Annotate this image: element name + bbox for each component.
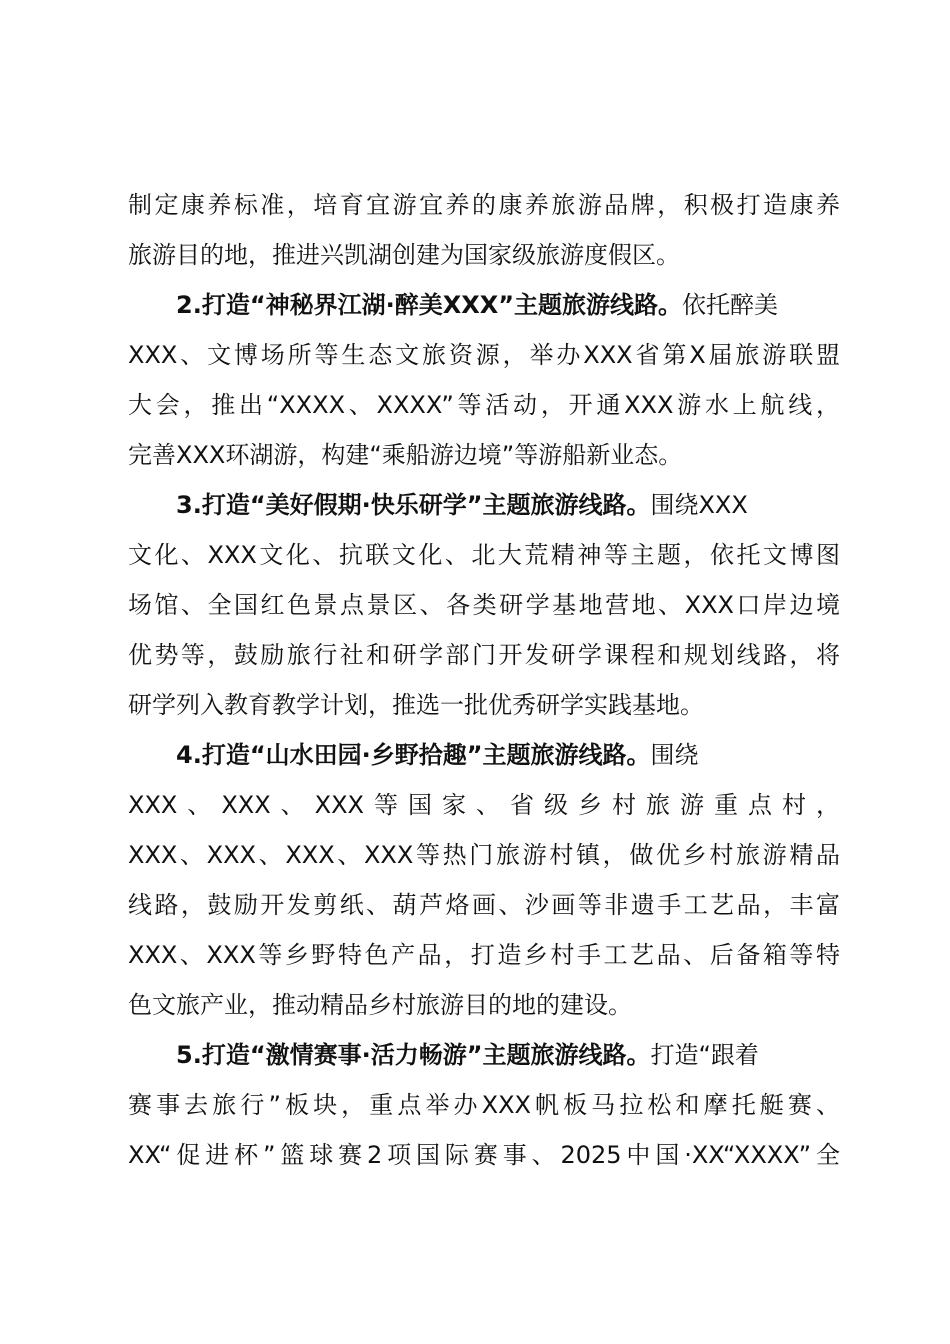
section-text: 打造“跟着 [650, 1041, 759, 1069]
paragraph-line: 优势等，鼓励旅行社和研学部门开发研学课程和规划线路，将 [128, 641, 840, 669]
section-heading-line [128, 730, 840, 780]
section-heading-line [128, 1030, 840, 1080]
paragraph-line: 色文旅产业，推动精品乡村旅游目的地的建设。 [128, 991, 632, 1019]
paragraph-line: XXX、XXX等乡野特色产品，打造乡村手工艺品、后备箱等特 [128, 941, 840, 969]
paragraph-line: 制定康养标准，培育宜游宜养的康养旅游品牌，积极打造康养 [128, 191, 840, 219]
paragraph-line: XX“促进杯”篮球赛2项国际赛事、2025中国·XX“XXXX”全 [128, 1141, 840, 1169]
paragraph-line: 旅游目的地，推进兴凯湖创建为国家级旅游度假区。 [128, 241, 680, 269]
paragraph-line: 线路，鼓励开发剪纸、葫芦烙画、沙画等非遗手工艺品，丰富 [128, 891, 840, 919]
paragraph-line: 研学列入教育教学计划，推选一批优秀研学实践基地。 [128, 691, 704, 719]
paragraph-line: 赛事去旅行”板块，重点举办XXX帆板马拉松和摩托艇赛、 [128, 1091, 840, 1119]
paragraph-line: XXX、XXX、XXX等国家、省级乡村旅游重点村， [128, 791, 840, 819]
section-text: 围绕 [650, 741, 699, 769]
section-heading: 4.打造“山水田园·乡野拾趣”主题旅游线路。 [176, 741, 651, 769]
section-text: 围绕XXX [650, 491, 748, 519]
paragraph-line: XXX、文博场所等生态文旅资源，举办XXX省第X届旅游联盟 [128, 341, 840, 369]
section-heading: 2.打造“神秘界江湖·醉美XXX”主题旅游线路。 [176, 291, 682, 319]
paragraph-line: 文化、XXX文化、抗联文化、北大荒精神等主题，依托文博图 [128, 541, 840, 569]
paragraph-line: 场馆、全国红色景点景区、各类研学基地营地、XXX口岸边境 [128, 591, 840, 619]
paragraph-line: XXX、XXX、XXX、XXX等热门旅游村镇，做优乡村旅游精品 [128, 841, 840, 869]
paragraph-line: 完善XXX环湖游，构建“乘船游边境”等游船新业态。 [128, 441, 683, 469]
section-heading-line [128, 480, 840, 530]
section-heading: 5.打造“激情赛事·活力畅游”主题旅游线路。 [176, 1041, 651, 1069]
section-text: 依托醉美 [682, 291, 778, 319]
section-heading: 3.打造“美好假期·快乐研学”主题旅游线路。 [176, 491, 651, 519]
section-heading-line [128, 280, 840, 330]
paragraph-line: 大会，推出“XXXX、XXXX”等活动，开通XXX游水上航线， [128, 391, 840, 419]
document-body [128, 180, 840, 1180]
